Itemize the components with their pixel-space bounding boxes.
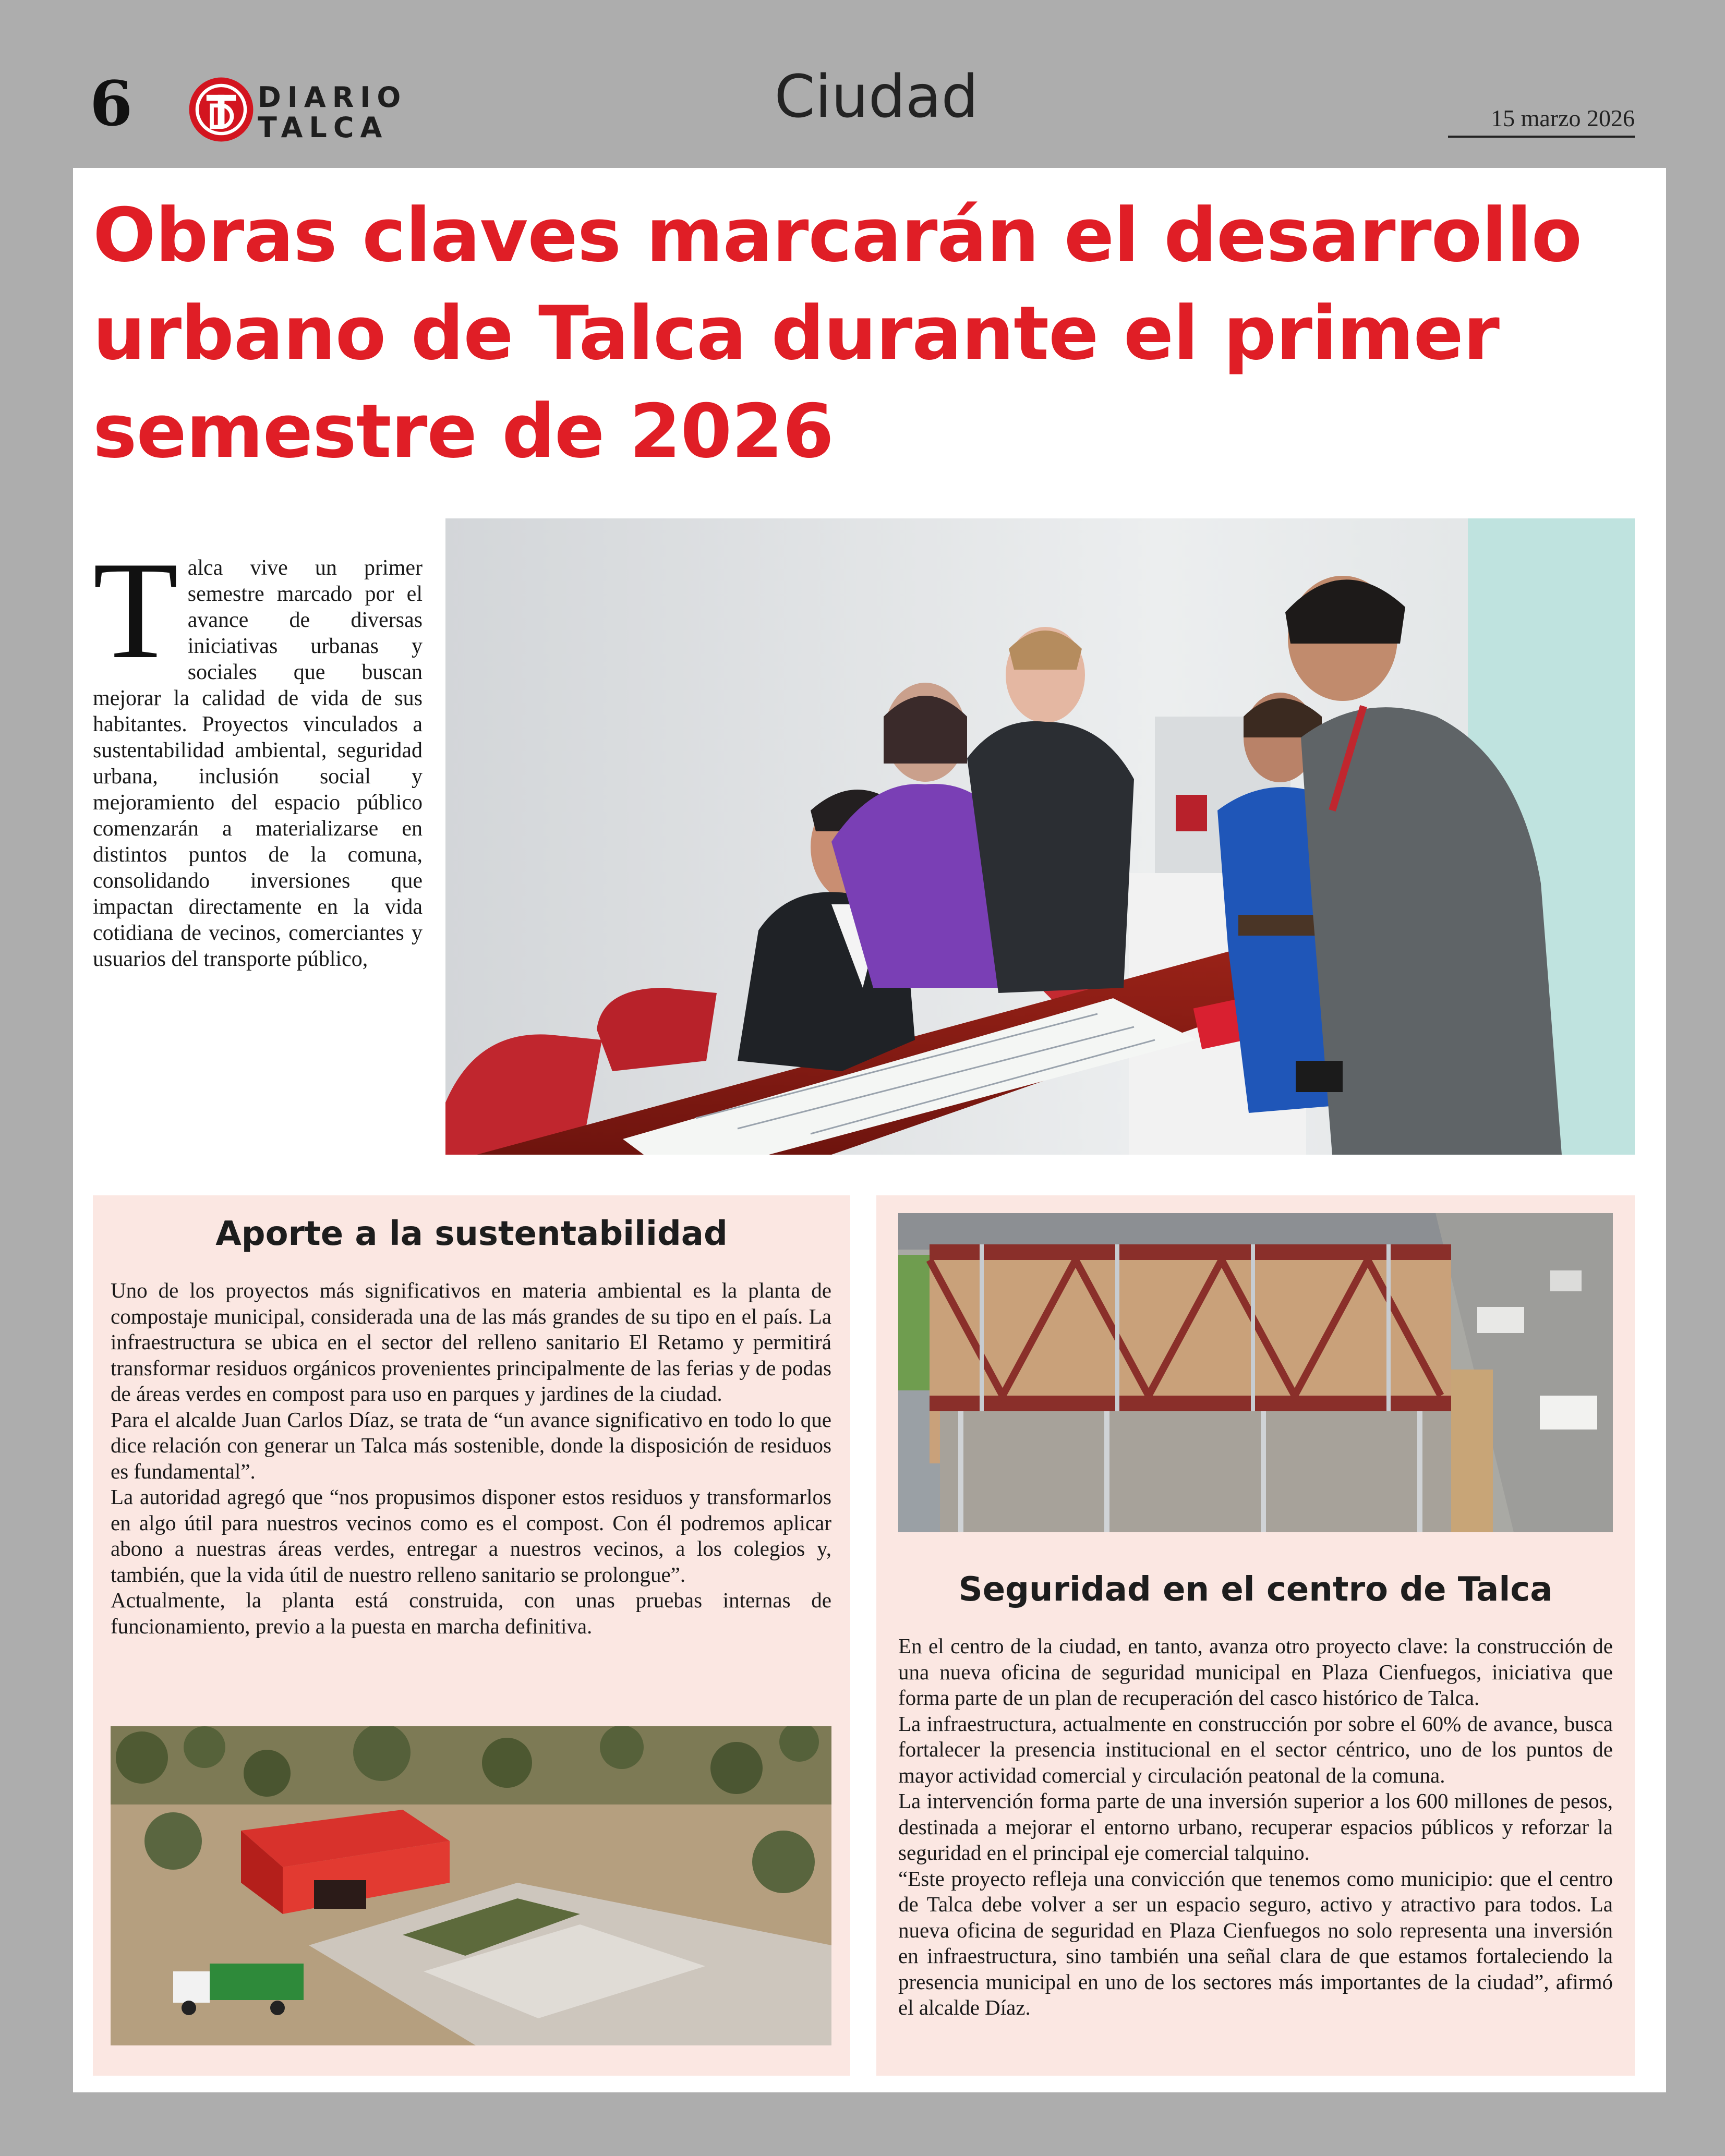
sustainability-paragraph: La autoridad agregó que “nos propusimos disponer estos residuos y transformarlos en algo útil para nuestros vecinos como es el compost. Con él podremos aplicar abono a nuestras áreas verdes, entregar a nuestros vecinos, a los colegios y, también, que la vida útil de nuestro relleno sanitario se prolongue”.	[111, 1485, 831, 1586]
article-intro	[93, 532, 423, 972]
security-paragraph: “Este proyecto refleja una convicción que tenemos como municipio: que el centro de Talca debe volver a ser un espacio seguro, activo y atractivo para todos. La nueva oficina de seguridad en Plaza Cienfuegos no solo representa una inversión en infraestructura, sino también una señal clara de que estamos fortaleciendo la presencia municipal en uno de los sectores más importantes de la ciudad”, afirmó el alcalde Díaz.	[898, 1866, 1613, 2019]
security-body	[898, 1633, 1613, 2021]
security-paragraph: La intervención forma parte de una inversión superior a los 600 millones de pesos, destinada a mejorar el entorno urbano, recuperar espacios públicos y reforzar la seguridad en el principal eje comercial talquino.	[898, 1789, 1613, 1864]
issue-date: 15 marzo 2026	[1448, 106, 1635, 138]
meeting-photo	[445, 518, 1635, 1155]
page-number: 6	[90, 67, 133, 140]
section-title: Ciudad	[774, 63, 979, 131]
article-headline: Obras claves marcarán el desarrollo urbano de Talca durante el primer semestre de 2026	[93, 192, 1582, 475]
sustainability-paragraph: Actualmente, la planta está construida, con unas pruebas internas de funcionamiento, previo a la puesta en marcha definitiva.	[111, 1588, 831, 1638]
sustainability-title: Aporte a la sustentabilidad	[215, 1215, 728, 1253]
diario-talca-logo-icon	[188, 76, 255, 143]
sustainability-paragraph: Uno de los proyectos más significativos en materia ambiental es la planta de compostaje municipal, considerada una de las más grandes de su tipo en el país. La infraestructura se ubica en el sector del relleno sanitario El Retamo y permitirá transformar residuos orgánicos provenientes principalmente de las ferias y de podas de áreas verdes en compost para uso en parques y jardines de la ciudad.	[111, 1278, 831, 1406]
sustainability-body	[111, 1278, 831, 1639]
construction-aerial-photo	[898, 1213, 1613, 1532]
brand-line-2: TALCA	[258, 111, 389, 144]
sustainability-paragraph: Para el alcalde Juan Carlos Díaz, se trata de “un avance significativo en todo lo que dice relación con generar un Talca más sostenible, donde la disposición de residuos es fundamental”.	[111, 1407, 831, 1483]
brand-wordmark	[258, 82, 407, 143]
compost-plant-aerial-photo	[111, 1726, 831, 2045]
security-paragraph: La infraestructura, actualmente en construcción por sobre el 60% de avance, busca fortalecer la presencia institucional en el sector céntrico, uno de los puntos de mayor actividad comercial y circulación peatonal de la comuna.	[898, 1711, 1613, 1787]
security-title: Seguridad en el centro de Talca	[958, 1570, 1553, 1609]
drop-cap: T	[93, 532, 178, 687]
intro-text: alca vive un primer semestre marcado por el avance de diversas iniciativas urbanas y sociales que buscan mejorar la calidad de vida de sus habitantes. Proyectos vinculados a sustentabilidad ambiental, seguridad urbana, inclusión social y mejoramiento del espacio público comenzarán a materializarse en distintos puntos de la comuna, consolidando inversiones que impactan directamente en la vida cotidiana de vecinos, comerciantes y usuarios del transporte público,	[93, 556, 423, 971]
security-paragraph: En el centro de la ciudad, en tanto, avanza otro proyecto clave: la construcción de una nueva oficina de seguridad municipal en Plaza Cienfuegos, iniciativa que forma parte de un plan de recuperación del casco histórico de Talca.	[898, 1634, 1613, 1710]
brand-line-1: DIARIO	[258, 81, 407, 114]
